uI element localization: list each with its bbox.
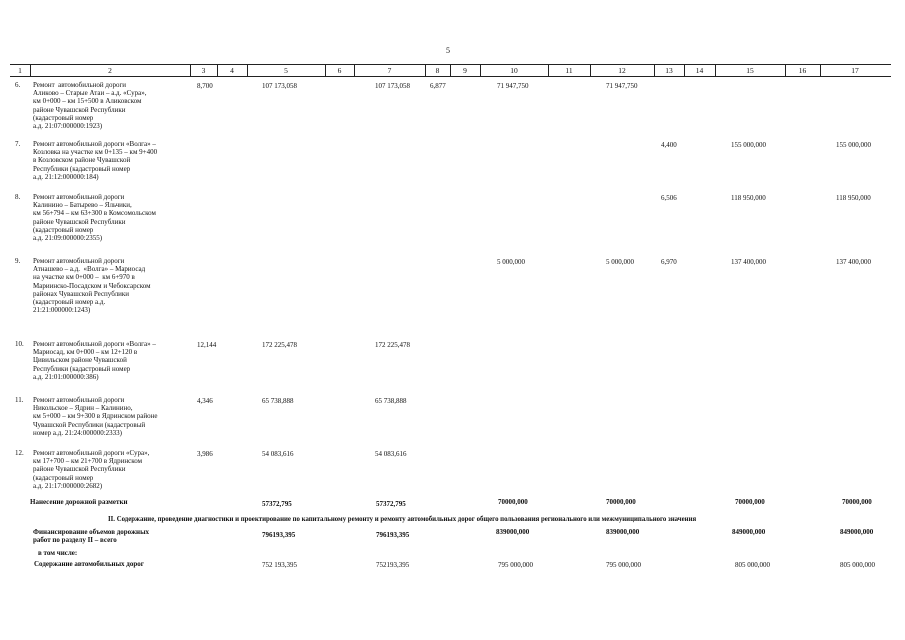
cell-c13: 4,400 [661,141,677,149]
cell-c15: 118 950,000 [731,194,766,202]
row-number: 11. [15,396,24,404]
column-divider [590,64,591,76]
row-number: 7. [15,140,21,148]
column-divider [548,64,549,76]
row-description: Ремонт автомобильной дороги «Волга» – Мариосад, км 0+000 – км 12+120 в Цивильском районе Чувашской Республики (кадастровый номер а.д. 21:01:000000:386) [33,340,156,381]
row-number: 12. [15,449,24,457]
marking-c15: 70000,000 [735,498,765,506]
marking-label: Нанесение дорожной разметки [30,498,128,506]
column-header-15: 15 [746,66,754,75]
section-2-title: II. Содержание, проведение диагностики и проектирование по капитальному ремонту и ремонту автомобильных дорог общего пользования регионального или межмуниципального значения [108,516,697,523]
marking-c12: 70000,000 [606,498,636,506]
column-header-17: 17 [851,66,859,75]
cell-c3: 4,346 [197,397,213,405]
column-divider [247,64,248,76]
cell-c17: 155 000,000 [836,141,871,149]
column-header-4: 4 [230,66,234,75]
column-divider [480,64,481,76]
column-header-14: 14 [695,66,704,75]
cell-c7: 54 083,616 [375,450,407,458]
financing-c5: 796193,395 [262,531,296,539]
column-header-2: 2 [108,66,112,75]
marking-c17: 70000,000 [842,498,872,506]
financing-c7: 796193,395 [376,531,410,539]
column-header-9: 9 [463,66,467,75]
column-header-7: 7 [387,66,392,75]
column-header-3: 3 [201,66,206,75]
column-header-8: 8 [435,66,440,75]
column-divider [654,64,655,76]
column-header-5: 5 [284,66,288,75]
column-header-11: 11 [565,66,573,75]
financing-c15: 849000,000 [732,528,766,536]
cell-c17: 118 950,000 [836,194,871,202]
marking-c5: 57372,795 [262,500,292,508]
cell-c5: 107 173,058 [262,82,297,90]
maintenance-c15: 805 000,000 [735,561,770,569]
cell-c12: 71 947,750 [606,82,638,90]
cell-c10: 5 000,000 [497,258,525,266]
column-divider [684,64,685,76]
cell-c7: 107 173,058 [375,82,410,90]
column-header-10: 10 [510,66,518,75]
cell-c7: 65 738,888 [375,397,407,405]
marking-c10: 70000,000 [498,498,528,506]
financing-c12: 839000,000 [606,528,640,536]
column-divider [450,64,451,76]
cell-c13: 6,970 [661,258,677,266]
cell-c5: 65 738,888 [262,397,294,405]
maintenance-c17: 805 000,000 [840,561,875,569]
cell-c10: 71 947,750 [497,82,529,90]
column-divider [785,64,786,76]
maintenance-c5: 752 193,395 [262,561,297,569]
row-description: Ремонт автомобильной дороги Аликово – Старые Атаи – а.д. «Сура», км 0+000 – км 15+500 в Аликовском районе Чувашской Республики (кадастровый номер а.д. 21:07:000000:1923) [33,81,147,131]
row-description: Ремонт автомобильной дороги «Сура», км 17+700 – км 21+700 в Ядринском районе Чувашской Республики (кадастровый номер а.д. 21:17:000000:2682) [33,449,150,490]
column-divider [425,64,426,76]
column-divider [820,64,821,76]
cell-c13: 6,506 [661,194,677,202]
row-number: 6. [15,81,21,89]
column-header-1: 1 [18,66,22,75]
row-description: Ремонт автомобильной дороги Никольское – Ядрин – Калинино, км 5+000 – км 9+300 в Ядринском районе Чувашской Республики (кадастровый номер а.д. 21:24:000000:2333) [33,396,158,437]
column-divider [30,64,31,76]
including-label: в том числе: [38,549,78,557]
column-divider [190,64,191,76]
maintenance-c10: 795 000,000 [498,561,533,569]
cell-c17: 137 400,000 [836,258,871,266]
maintenance-label: Содержание автомобильных дорог [34,560,144,568]
row-description: Ремонт автомобильной дороги Калинино – Батырево – Яльчики, км 56+794 – км 63+300 в Комсомольском районе Чувашской Республики (кадастровый номер а.д. 21:09:000000:2355) [33,193,156,243]
marking-c7: 57372,795 [376,500,406,508]
financing-c17: 849000,000 [840,528,874,536]
cell-c12: 5 000,000 [606,258,634,266]
column-divider [217,64,218,76]
cell-c8: 6,877 [430,82,446,90]
maintenance-c12: 795 000,000 [606,561,641,569]
column-divider [325,64,326,76]
cell-c3: 8,700 [197,82,213,90]
financing-c10: 839000,000 [496,528,530,536]
header-bottom-line [10,76,891,77]
page-number: 5 [446,46,450,55]
column-divider [354,64,355,76]
column-header-16: 16 [798,66,807,75]
column-header-12: 12 [618,66,626,75]
column-header-6: 6 [337,66,342,75]
cell-c5: 172 225,478 [262,341,297,349]
row-number: 8. [15,193,21,201]
row-description: Ремонт автомобильной дороги «Волга» – Козловка на участке км 0+135 – км 9+400 в Козловском районе Чувашской Республики (кадастровый номер а.д. 21:12:000000:184) [33,140,158,181]
cell-c5: 54 083,616 [262,450,294,458]
row-number: 10. [15,340,24,348]
column-divider [715,64,716,76]
maintenance-c7: 752193,395 [376,561,410,569]
cell-c15: 137 400,000 [731,258,766,266]
row-description: Ремонт автомобильной дороги Атнашево – а.д. «Волга» – Мариосад на участке км 0+000 – км 6+970 в Мариинско-Посадском и Чебоксарском районах Чувашской Республики (кадастровый номер а.д. 21:21:000000:1243) [33,257,151,315]
row-number: 9. [15,257,21,265]
cell-c3: 12,144 [197,341,217,349]
cell-c7: 172 225,478 [375,341,410,349]
cell-c3: 3,986 [197,450,213,458]
financing-label: Финансирование объемов дорожных работ по разделу II – всего [33,528,150,545]
column-header-13: 13 [665,66,673,75]
cell-c15: 155 000,000 [731,141,766,149]
